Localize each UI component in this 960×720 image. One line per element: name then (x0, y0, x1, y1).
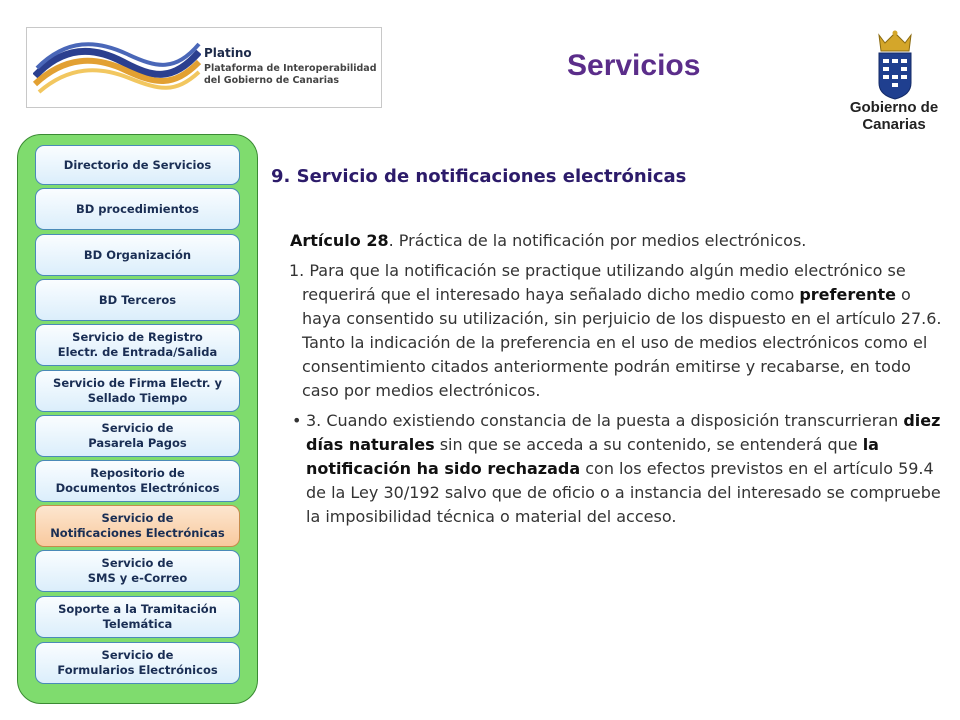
paragraph-3-text-c: con los efectos previstos en el artículo 59.4 de la Ley 30/192 salvo que de oficio o a instancia del interesado se compruebe la imposibilidad técnica o material del acceso. (306, 459, 941, 526)
platino-logo (26, 27, 382, 108)
sidebar-item-soporte-tramitacion[interactable]: Soporte a la Tramitación Telemática (35, 596, 240, 638)
paragraph-1 (282, 259, 952, 403)
sidebar-item-notificaciones[interactable]: Servicio de Notificaciones Electrónicas (35, 505, 240, 547)
article-body (282, 229, 952, 535)
sidebar-item-directorio[interactable]: Directorio de Servicios (35, 145, 240, 185)
gov-logo-text: Gobierno de Canarias (849, 99, 939, 133)
sidebar-item-bd-organizacion[interactable]: BD Organización (35, 234, 240, 276)
bullet-icon: • (292, 411, 302, 430)
paragraph-3-bold-1: diez días naturales (306, 411, 941, 454)
sidebar-item-repositorio[interactable]: Repositorio de Documentos Electrónicos (35, 460, 240, 502)
sidebar-item-bd-terceros[interactable]: BD Terceros (35, 279, 240, 321)
sidebar-item-registro[interactable]: Servicio de Registro Electr. de Entrada/Salida (35, 324, 240, 366)
paragraph-3-text-b: sin que se acceda a su contenido, se entenderá que (434, 435, 863, 454)
platino-waves-icon (33, 32, 201, 102)
sidebar (17, 134, 258, 704)
article-label: Artículo 28 (290, 231, 389, 250)
sidebar-item-sms-correo[interactable]: Servicio de SMS y e-Correo (35, 550, 240, 592)
paragraph-3-bold-2: la notificación ha sido rechazada (306, 435, 879, 478)
logo-subtitle: Plataforma de Interoperabilidad del Gobierno de Canarias (204, 63, 377, 86)
sidebar-item-firma[interactable]: Servicio de Firma Electr. y Sellado Tiempo (35, 370, 240, 412)
page-title: Servicios (567, 49, 701, 82)
sidebar-item-bd-procedimientos[interactable]: BD procedimientos (35, 188, 240, 230)
article-title: . Práctica de la notificación por medios electrónicos. (388, 231, 807, 250)
sidebar-item-formularios[interactable]: Servicio de Formularios Electrónicos (35, 642, 240, 684)
section-title: 9. Servicio de notificaciones electrónicas (271, 166, 687, 187)
paragraph-3-text-a: 3. Cuando existiendo constancia de la puesta a disposición transcurrieran (306, 411, 904, 430)
article-heading (282, 229, 952, 253)
paragraph-1-text-b: o haya consentido su utilización, sin perjuicio de los dispuesto en el artículo 27.6. Tanto la indicación de la preferencia en el uso de medios electrónicos como el consentimiento citados anteriormente podrán emitirse y recabarse, en todo caso por medios electrónicos. (302, 285, 942, 400)
paragraph-1-bold: preferente (799, 285, 896, 304)
logo-title: Platino (204, 46, 252, 60)
sidebar-item-pasarela-pagos[interactable]: Servicio de Pasarela Pagos (35, 415, 240, 457)
paragraph-1-text-a: 1. Para que la notificación se practique utilizando algún medio electrónico se requerirá que el interesado haya señalado dicho medio como (289, 261, 906, 304)
paragraph-3 (282, 409, 952, 529)
